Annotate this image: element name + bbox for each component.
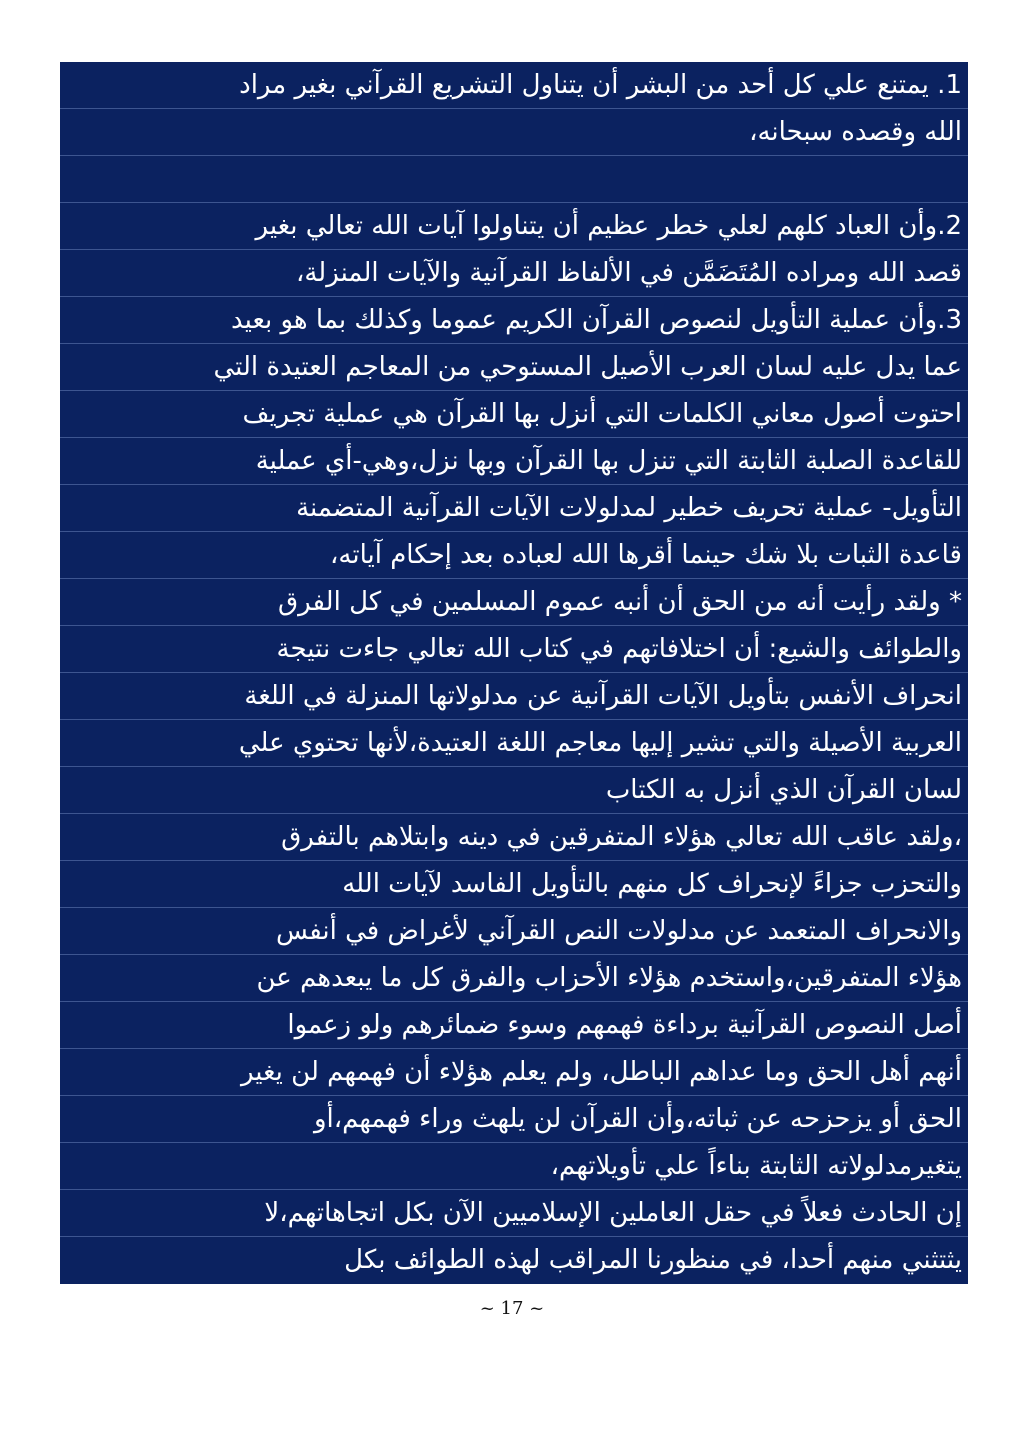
text-line: 3.وأن عملية التأويل لنصوص القرآن الكريم عموما وكذلك بما هو بعيد bbox=[60, 297, 968, 344]
text-line: الحق أو يزحزحه عن ثباته،وأن القرآن لن يلهث وراء فهمهم،أو bbox=[60, 1096, 968, 1143]
text-line: إن الحادث فعلاً في حقل العاملين الإسلاميين الآن بكل اتجاهاتهم،لا bbox=[60, 1190, 968, 1237]
text-line: الله وقصده سبحانه، bbox=[60, 109, 968, 156]
text-line: 2.وأن العباد كلهم لعلي خطر عظيم أن يتناولوا آيات الله تعالي بغير bbox=[60, 203, 968, 250]
page-number: ~ 17 ~ bbox=[479, 1298, 545, 1319]
text-line: * ولقد رأيت أنه من الحق أن أنبه عموم المسلمين في كل الفرق bbox=[60, 579, 968, 626]
text-line: احتوت أصول معاني الكلمات التي أنزل بها القرآن هي عملية تجريف bbox=[60, 391, 968, 438]
text-line: عما يدل عليه لسان العرب الأصيل المستوحي من المعاجم العتيدة التي bbox=[60, 344, 968, 391]
text-line: العربية الأصيلة والتي تشير إليها معاجم اللغة العتيدة،لأنها تحتوي علي bbox=[60, 720, 968, 767]
text-line: هؤلاء المتفرقين،واستخدم هؤلاء الأحزاب والفرق كل ما يبعدهم عن bbox=[60, 955, 968, 1002]
text-line: يتغيرمدلولاته الثابتة بناءاً علي تأويلاتهم، bbox=[60, 1143, 968, 1190]
text-line: والتحزب جزاءً لإنحراف كل منهم بالتأويل الفاسد لآيات الله bbox=[60, 861, 968, 908]
text-line: قاعدة الثبات بلا شك حينما أقرها الله لعباده بعد إحكام آياته، bbox=[60, 532, 968, 579]
text-line: أصل النصوص القرآنية برداءة فهمهم وسوء ضمائرهم ولو زعموا bbox=[60, 1002, 968, 1049]
text-line: والانحراف المتعمد عن مدلولات النص القرآني لأغراض في أنفس bbox=[60, 908, 968, 955]
text-line: والطوائف والشيع: أن اختلافاتهم في كتاب الله تعالي جاءت نتيجة bbox=[60, 626, 968, 673]
text-line: لسان القرآن الذي أنزل به الكتاب bbox=[60, 767, 968, 814]
text-line: يثتثني منهم أحدا، في منظورنا المراقب لهذه الطوائف بكل bbox=[344, 1245, 962, 1275]
text-line: قصد الله ومراده المُتَضَمَّن في الألفاظ القرآنية والآيات المنزلة، bbox=[60, 250, 968, 297]
text-line: انحراف الأنفس بتأويل الآيات القرآنية عن مدلولاتها المنزلة في اللغة bbox=[60, 673, 968, 720]
text-line: التأويل- عملية تحريف خطير لمدلولات الآيات القرآنية المتضمنة bbox=[60, 485, 968, 532]
text-line bbox=[60, 156, 968, 203]
text-line: للقاعدة الصلبة الثابتة التي تنزل بها القرآن وبها نزل،وهي-أي عملية bbox=[60, 438, 968, 485]
text-line: ،ولقد عاقب الله تعالي هؤلاء المتفرقين في دينه وابتلاهم بالتفرق bbox=[60, 814, 968, 861]
text-line: 1. يمتنع علي كل أحد من البشر أن يتناول التشريع القرآني بغير مراد bbox=[60, 62, 968, 109]
text-block bbox=[60, 62, 968, 1284]
text-line: أنهم أهل الحق وما عداهم الباطل، ولم يعلم هؤلاء أن فهمهم لن يغير bbox=[60, 1049, 968, 1096]
